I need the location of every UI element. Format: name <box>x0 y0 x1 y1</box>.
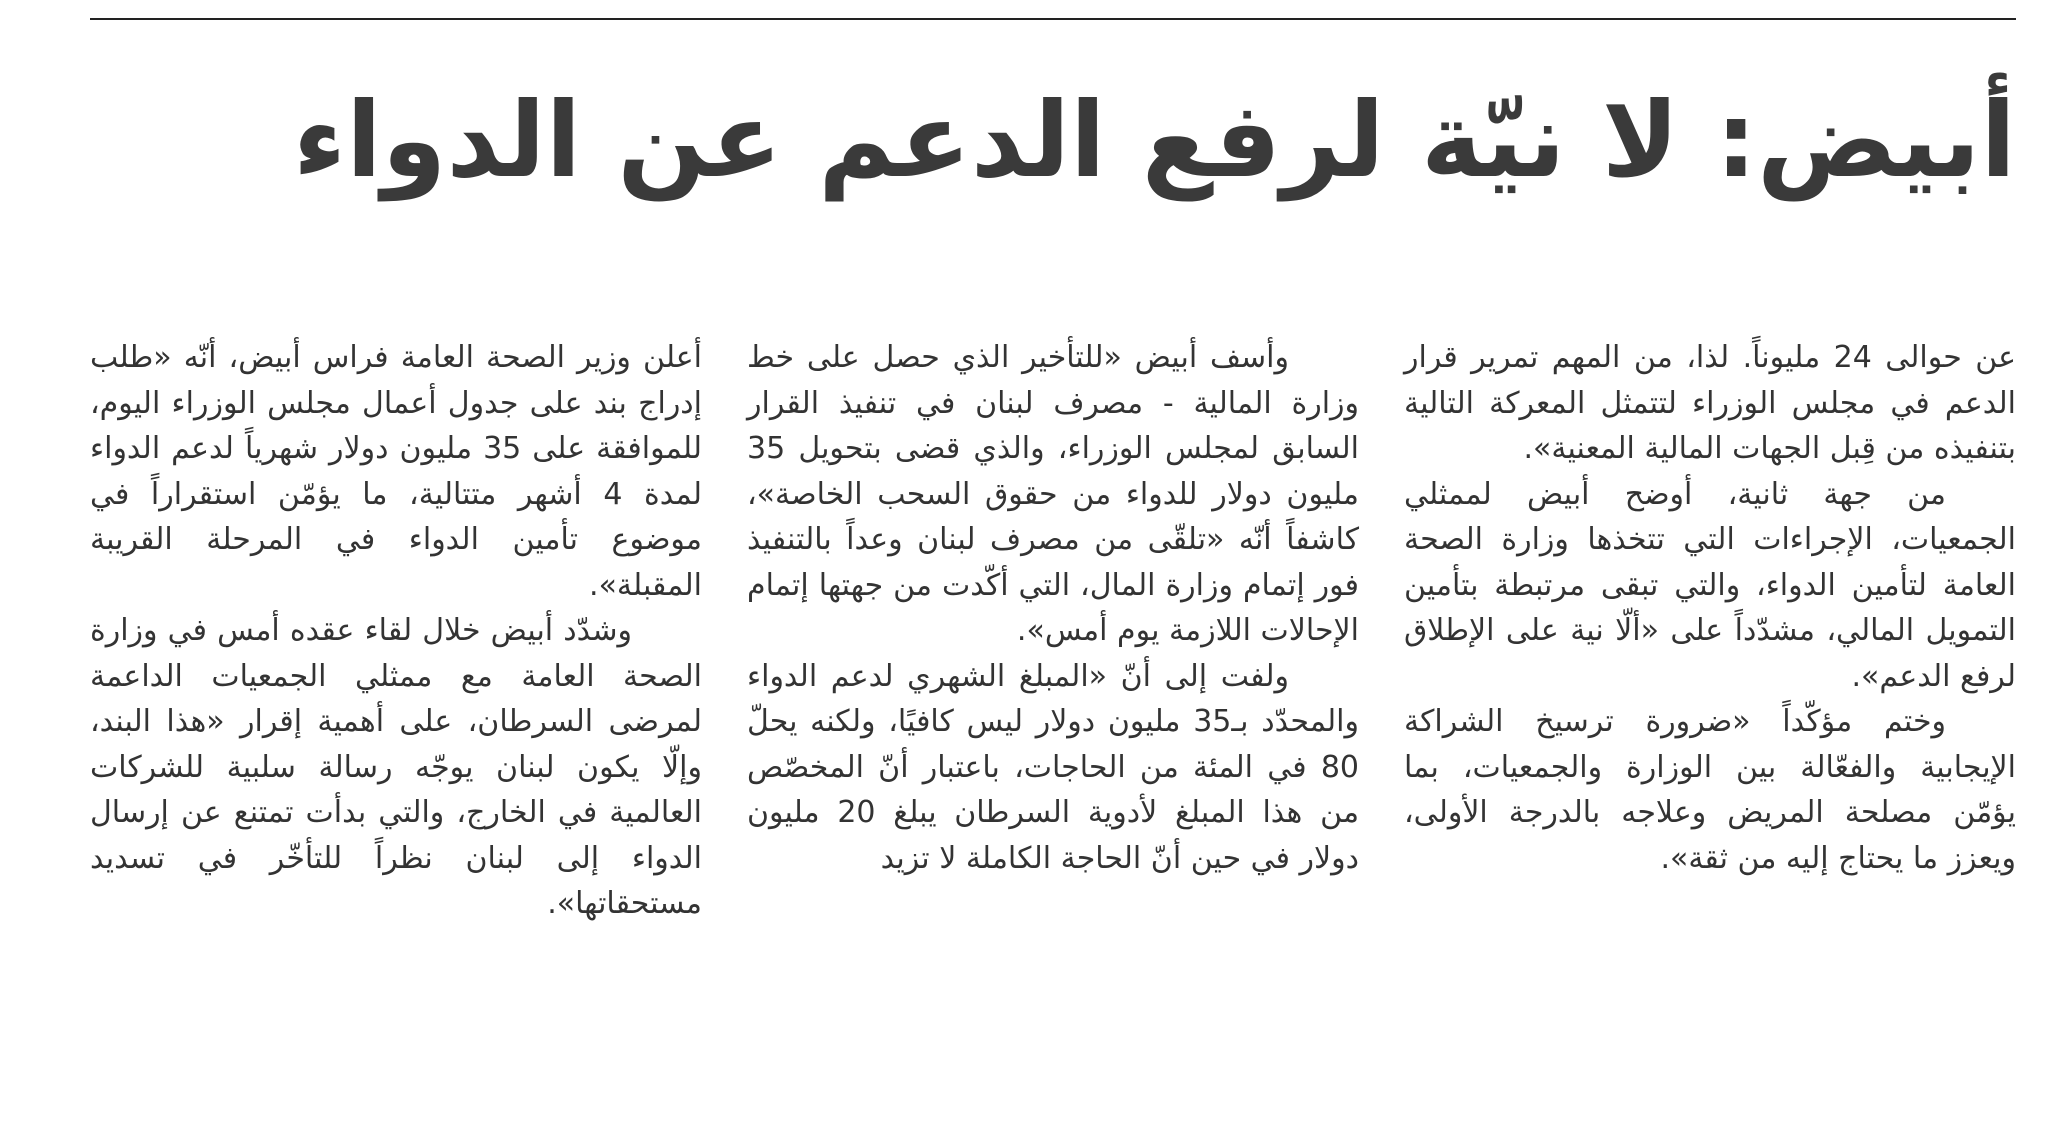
column-left <box>1404 335 2016 1055</box>
paragraph: عن حوالى 24 مليوناً. لذا، من المهم تمرير قرار الدعم في مجلس الوزراء لتتمثل المعركة التالية بتنفيذه من قِبل الجهات المالية المعنية». <box>1404 340 2016 466</box>
paragraph: وشدّد أبيض خلال لقاء عقده أمس في وزارة الصحة العامة مع ممثلي الجمعيات الداعمة لمرضى السرطان، على أهمية إقرار «هذا البند، وإلّا يكون لبنان يوجّه رسالة سلبية للشركات العالمية في الخارج، والتي بدأت تمتنع عن إرسال الدواء إلى لبنان نظراً للتأخّر في تسديد مستحقاتها». <box>90 613 702 921</box>
paragraph: ولفت إلى أنّ «المبلغ الشهري لدعم الدواء والمحدّد بـ35 مليون دولار ليس كافيًا، ولكنه يحلّ 80 في المئة من الحاجات، باعتبار أنّ المخصّص من هذا المبلغ لأدوية السرطان يبلغ 20 مليون دولار في حين أنّ الحاجة الكاملة لا تزيد <box>747 658 1360 876</box>
paragraph: أعلن وزير الصحة العامة فراس أبيض، أنّه «طلب إدراج بند على جدول أعمال مجلس الوزراء اليوم، للموافقة على 35 مليون دولار شهرياً لدعم الدواء لمدة 4 أشهر متتالية، ما يؤمّن استقراراً في موضوع تأمين الدواء في المرحلة القريبة المقبلة». <box>90 340 703 603</box>
top-rule <box>90 18 2016 20</box>
headline: أبيض: لا نيّة لرفع الدعم عن الدواء <box>292 79 2016 201</box>
paragraph: وختم مؤكّداً «ضرورة ترسيخ الشراكة الإيجابية والفعّالة بين الوزارة والجمعيات، بما يؤمّن مصلحة المريض وعلاجه بالدرجة الأولى، ويعزز ما يحتاج إليه من ثقة». <box>1404 704 2016 876</box>
paragraph: من جهة ثانية، أوضح أبيض لممثلي الجمعيات، الإجراءات التي تتخذها وزارة الصحة العامة لتأمين الدواء، والتي تبقى مرتبطة بتأمين التمويل المالي، مشدّداً على «ألّا نية على الإطلاق لرفع الدعم». <box>1404 476 2016 694</box>
article-body <box>90 335 2016 1055</box>
paragraph: وأسف أبيض «للتأخير الذي حصل على خط وزارة المالية - مصرف لبنان في تنفيذ القرار السابق لمجلس الوزراء، والذي قضى بتحويل 35 مليون دولار للدواء من حقوق السحب الخاصة»، كاشفاً أنّه «تلقّى من مصرف لبنان وعداً بالتنفيذ فور إتمام وزارة المال، التي أكّدت من جهتها إتمام الإحالات اللازمة يوم أمس». <box>747 340 1359 648</box>
column-middle <box>747 335 1359 1055</box>
column-right <box>90 335 702 1055</box>
